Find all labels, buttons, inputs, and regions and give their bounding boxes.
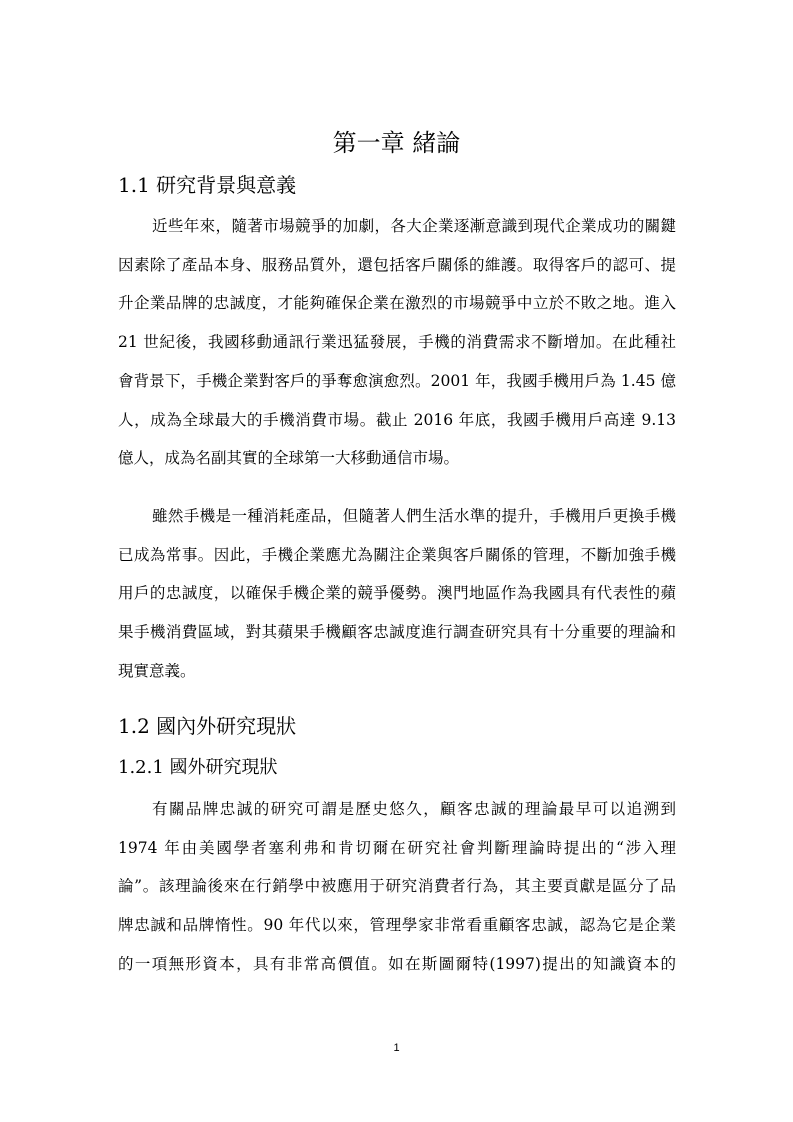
text-line: 已成為常事。因此，手機企業應尤為關注企業與客戶關係的管理，不斷加強手機	[118, 545, 676, 564]
text-line: 牌忠誠和品牌惰性。90 年代以來，管理學家非常看重顧客忠誠，認為它是企業	[118, 916, 676, 935]
text-line: 有關品牌忠誠的研究可謂是歷史悠久，顧客忠誠的理論最早可以追溯到	[152, 800, 676, 818]
text-line: 1974 年由美國學者塞利弗和肯切爾在研究社會判斷理論時提出的“涉入理	[118, 838, 676, 857]
text-line: 人，成為全球最大的手機消費市場。截止 2016 年底，我國手機用戶高達 9.13	[118, 410, 676, 429]
text-line: 億人，成為名副其實的全球第一大移動通信市場。	[118, 449, 460, 468]
paragraph-background-1	[118, 207, 676, 478]
text-line: 21 世紀後，我國移動通訊行業迅猛發展，手機的消費需求不斷增加。在此種社	[118, 333, 676, 352]
text-line: 因素除了產品本身、服務品質外，還包括客戶關係的維護。取得客戶的認可、提	[118, 255, 676, 274]
text-line: 近些年來，隨著市場競爭的加劇，各大企業逐漸意識到現代企業成功的關鍵	[152, 217, 676, 235]
subsection-heading-1-2-1: 1.2.1 國外研究現狀	[118, 757, 278, 778]
text-line: 雖然手機是一種消耗產品，但隨著人們生活水準的提升，手機用戶更換手機	[152, 507, 676, 525]
text-line: 用戶的忠誠度，以確保手機企業的競爭優勢。澳門地區作為我國具有代表性的蘋	[118, 584, 676, 603]
paragraph-background-2	[118, 497, 676, 691]
text-line: 升企業品牌的忠誠度，才能夠確保企業在激烈的市場競爭中立於不敗之地。進入	[118, 294, 676, 313]
page-number: 1	[393, 1042, 400, 1054]
section-heading-1-1: 1.1 研究背景與意義	[118, 173, 297, 197]
text-line: 論”。該理論後來在行銷學中被應用于研究消費者行為，其主要貢獻是區分了品	[118, 877, 676, 896]
text-line: 果手機消費區域，對其蘋果手機顧客忠誠度進行調查研究具有十分重要的理論和	[118, 623, 676, 642]
paragraph-foreign-research	[118, 790, 676, 984]
section-heading-1-2: 1.2 國內外研究現狀	[118, 714, 297, 738]
text-line: 會背景下，手機企業對客戶的爭奪愈演愈烈。2001 年，我國手機用戶為 1.45 億	[118, 371, 676, 390]
chapter-title: 第一章 緒論	[332, 129, 461, 157]
text-line: 的一項無形資本，具有非常高價值。如在斯圖爾特(1997)提出的知識資本的	[118, 954, 676, 973]
text-line: 現實意義。	[118, 661, 196, 680]
